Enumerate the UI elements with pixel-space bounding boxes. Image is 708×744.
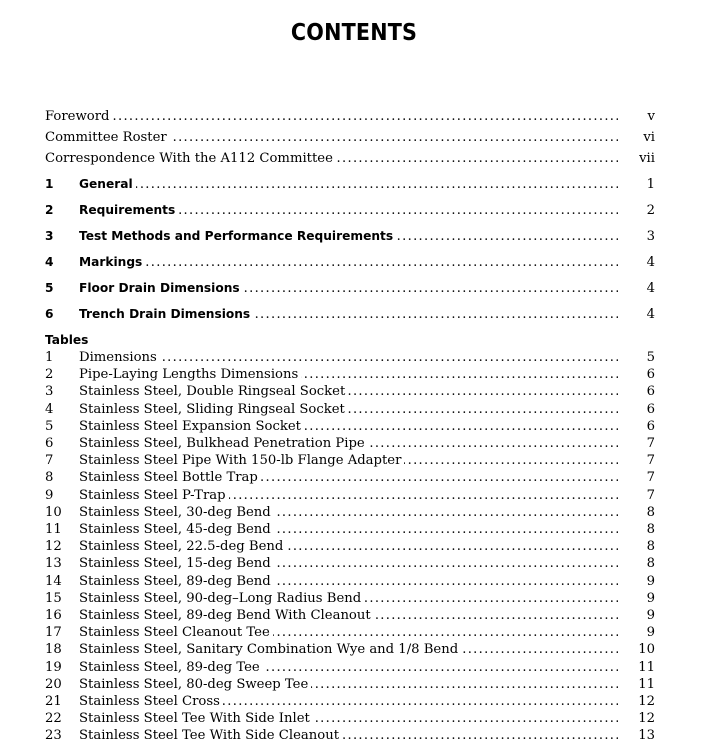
table-title: Stainless Steel, Sanitary Combination Wye and 1/8 Bend: [79, 642, 461, 657]
table-title: Stainless Steel Tee With Side Cleanout: [79, 728, 342, 743]
table-page: 9: [646, 573, 655, 589]
toc-table-entry[interactable]: [45, 641, 655, 658]
table-title: Stainless Steel, 90-deg–Long Radius Bend: [79, 591, 364, 606]
toc-table-entry[interactable]: [45, 727, 655, 744]
section-number: 1: [45, 177, 54, 191]
table-number: 20: [45, 676, 62, 692]
table-number: 11: [45, 522, 62, 537]
table-title: Stainless Steel, 30-deg Bend: [79, 505, 274, 520]
toc-table-entry[interactable]: [45, 590, 655, 607]
table-page: 8: [646, 539, 655, 555]
section-page: 4: [646, 307, 655, 322]
table-number: 21: [45, 694, 62, 709]
toc-entry-page: vi: [643, 130, 655, 145]
table-number: 13: [45, 556, 62, 572]
toc-table-entry[interactable]: [45, 418, 655, 435]
toc-section[interactable]: [45, 228, 655, 245]
toc-table-entry[interactable]: [45, 538, 655, 555]
toc-table-entry[interactable]: [45, 366, 655, 383]
toc-table-entry[interactable]: [45, 659, 655, 676]
toc-table-entry[interactable]: [45, 504, 655, 521]
table-title: Stainless Steel, 22.5-deg Bend: [79, 539, 286, 554]
section-number: 4: [45, 255, 54, 269]
table-title: Stainless Steel Bottle Trap: [79, 470, 261, 485]
section-number: 6: [45, 307, 54, 321]
toc-entry-text: Foreword: [45, 109, 112, 124]
toc-table-entry[interactable]: [45, 607, 655, 624]
section-title: Trench Drain Dimensions: [79, 307, 253, 321]
toc-section[interactable]: [45, 280, 655, 297]
table-title: Stainless Steel, 45-deg Bend: [79, 522, 274, 537]
table-page: 6: [646, 384, 655, 400]
toc-table-entry[interactable]: [45, 624, 655, 641]
table-number: 2: [45, 367, 54, 383]
toc-table-entry[interactable]: [45, 487, 655, 504]
toc-section[interactable]: [45, 176, 655, 193]
table-page: 12: [638, 711, 655, 727]
section-title: Markings: [79, 255, 145, 269]
table-page: 10: [638, 642, 655, 658]
table-number: 7: [45, 453, 54, 469]
section-title: Floor Drain Dimensions: [79, 281, 243, 295]
table-page: 11: [638, 659, 655, 675]
table-number: 18: [45, 642, 62, 658]
table-page: 7: [646, 470, 655, 486]
section-number: 2: [45, 203, 54, 217]
table-number: 12: [45, 539, 62, 555]
table-title: Stainless Steel, 80-deg Sweep Tee: [79, 677, 311, 692]
section-page: 1: [646, 177, 655, 192]
table-page: 8: [646, 504, 655, 520]
table-title: Stainless Steel, Sliding Ringseal Socket: [79, 402, 348, 417]
table-page: 9: [646, 625, 655, 641]
table-number: 22: [45, 711, 62, 727]
table-title: Stainless Steel, 89-deg Tee: [79, 660, 263, 675]
toc-table-entry[interactable]: [45, 401, 655, 418]
table-title: Stainless Steel, Bulkhead Penetration Pipe: [79, 436, 368, 451]
table-page: 7: [646, 436, 655, 451]
toc-entry-text: Committee Roster: [45, 130, 170, 145]
table-page: 6: [646, 418, 655, 434]
toc-table-entry[interactable]: [45, 693, 655, 710]
section-title: Requirements: [79, 203, 178, 217]
table-title: Stainless Steel, 89-deg Bend: [79, 574, 274, 589]
toc-section[interactable]: [45, 306, 655, 323]
toc-table-entry[interactable]: [45, 349, 655, 366]
table-number: 8: [45, 470, 54, 486]
page-title: CONTENTS: [290, 20, 418, 46]
toc-entry-page: vii: [639, 151, 655, 166]
section-page: 2: [646, 203, 655, 218]
table-page: 7: [646, 453, 655, 469]
table-number: 17: [45, 625, 62, 641]
table-title: Stainless Steel Cross: [79, 694, 223, 709]
section-page: 4: [646, 281, 655, 296]
table-title: Stainless Steel P-Trap: [79, 488, 229, 503]
toc-table-entry[interactable]: [45, 452, 655, 469]
table-number: 14: [45, 573, 62, 589]
table-number: 6: [45, 436, 54, 451]
table-title: Stainless Steel Pipe With 150-lb Flange Adapter: [79, 453, 404, 468]
table-page: 12: [638, 694, 655, 709]
section-page: 4: [646, 255, 655, 270]
section-number: 5: [45, 281, 54, 295]
table-page: 9: [646, 608, 655, 623]
toc-table-entry[interactable]: [45, 383, 655, 400]
toc-table-entry[interactable]: [45, 435, 655, 452]
table-number: 10: [45, 504, 62, 520]
toc-entry-text: Correspondence With the A112 Committee: [45, 151, 336, 166]
table-page: 8: [646, 556, 655, 572]
table-page: 11: [638, 676, 655, 692]
table-page: 8: [646, 522, 655, 537]
section-page: 3: [646, 229, 655, 244]
section-title: General: [79, 177, 136, 191]
toc-table-entry[interactable]: [45, 573, 655, 590]
toc-table-entry[interactable]: [45, 710, 655, 727]
table-title: Stainless Steel Tee With Side Inlet: [79, 711, 313, 726]
toc-entry-page: v: [647, 109, 655, 124]
table-title: Stainless Steel, Double Ringseal Socket: [79, 384, 348, 399]
toc-entry[interactable]: [45, 129, 655, 146]
toc-table-entry[interactable]: [45, 676, 655, 693]
toc-entry[interactable]: [45, 108, 655, 125]
table-number: 4: [45, 401, 54, 417]
table-number: 23: [45, 728, 62, 744]
table-number: 16: [45, 608, 62, 623]
toc-table-entry[interactable]: [45, 555, 655, 572]
table-title: Stainless Steel, 15-deg Bend: [79, 556, 274, 571]
table-title: Pipe-Laying Lengths Dimensions: [79, 367, 301, 382]
tables-heading: Tables: [45, 333, 89, 347]
table-number: 5: [45, 418, 54, 434]
table-number: 3: [45, 384, 54, 400]
toc-section[interactable]: [45, 254, 655, 271]
table-page: 7: [646, 487, 655, 503]
table-page: 6: [646, 401, 655, 417]
table-title: Stainless Steel Expansion Socket: [79, 419, 304, 434]
toc-table-entry[interactable]: [45, 521, 655, 538]
table-page: 13: [638, 728, 655, 744]
table-number: 19: [45, 659, 62, 675]
table-page: 5: [646, 350, 655, 365]
table-page: 6: [646, 367, 655, 383]
table-number: 15: [45, 590, 62, 606]
toc-section[interactable]: [45, 202, 655, 219]
table-title: Dimensions: [79, 350, 160, 365]
table-title: Stainless Steel, 89-deg Bend With Cleanout: [79, 608, 374, 623]
table-number: 1: [45, 350, 54, 365]
section-title: Test Methods and Performance Requirements: [79, 229, 396, 243]
table-page: 9: [646, 590, 655, 606]
toc-table-entry[interactable]: [45, 469, 655, 486]
toc-entry[interactable]: [45, 150, 655, 167]
table-number: 9: [45, 487, 54, 503]
table-title: Stainless Steel Cleanout Tee: [79, 625, 273, 640]
section-number: 3: [45, 229, 54, 243]
